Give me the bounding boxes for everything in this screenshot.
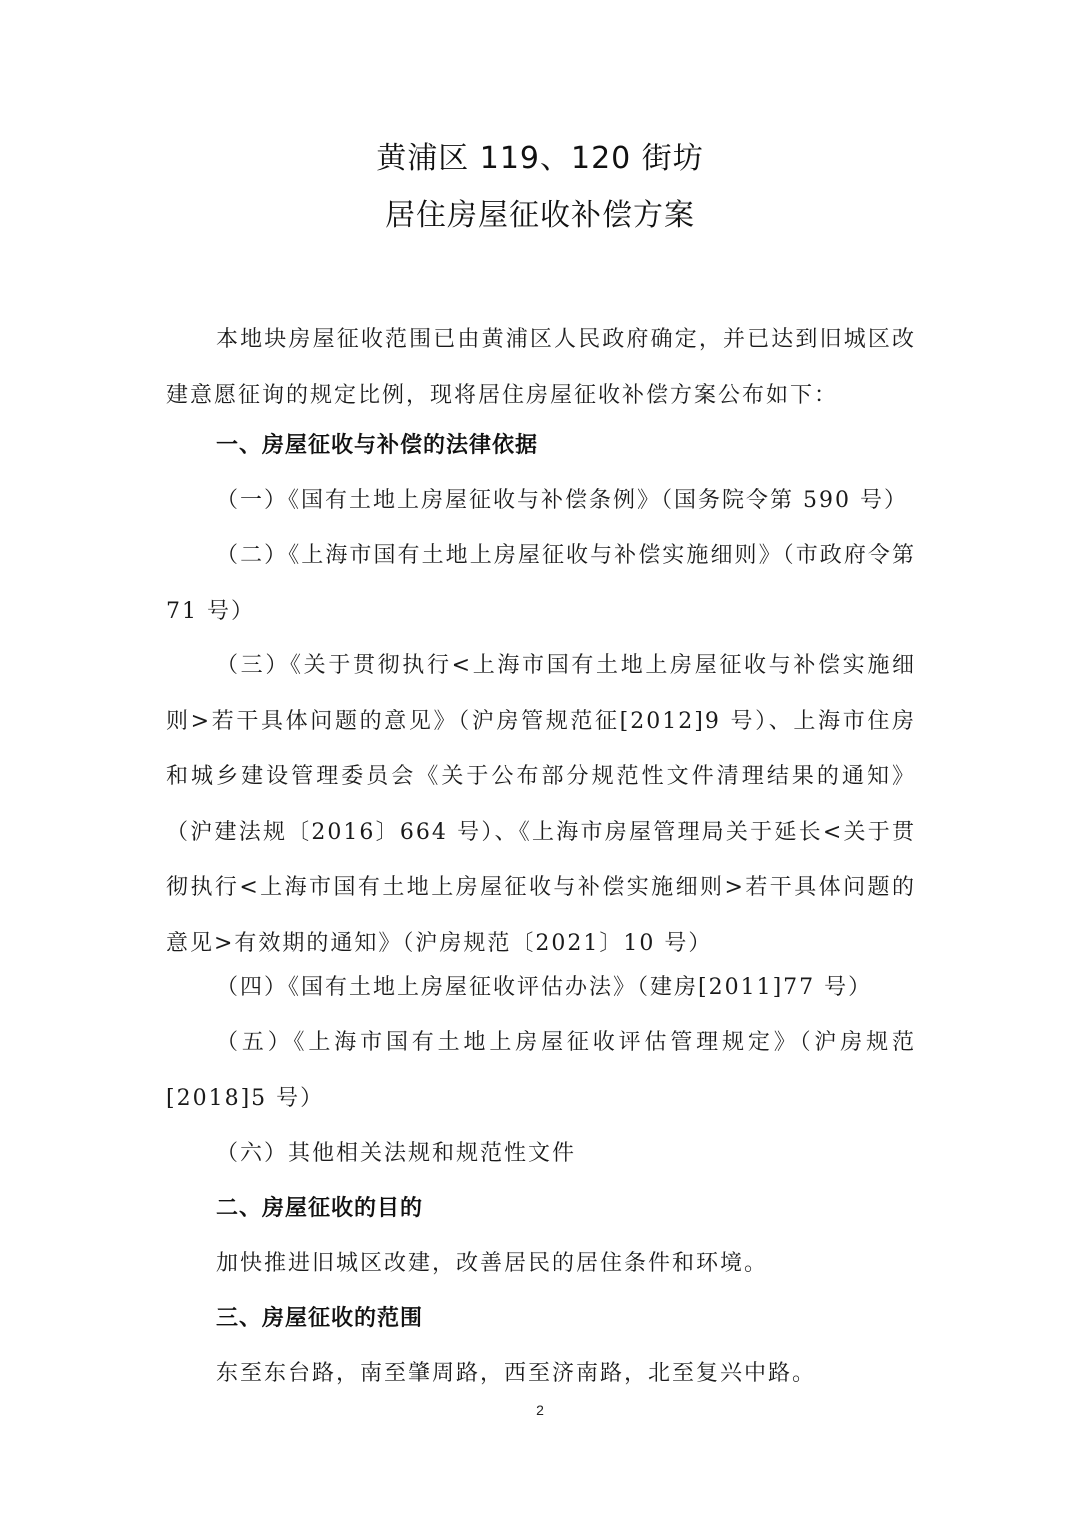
legal-basis-item-1: （一）《国有土地上房屋征收与补偿条例》（国务院令第 590 号） [216, 488, 908, 513]
page-number: 2 [536, 1402, 544, 1418]
legal-basis-item-6: （六）其他相关法规和规范性文件 [216, 1141, 577, 1166]
section-1-heading: 一、房屋征收与补偿的法律依据 [216, 433, 539, 458]
document-title-line-1: 黄浦区 119、120 街坊 [376, 141, 704, 176]
intro-paragraph: 本地块房屋征收范围已由黄浦区人民政府确定，并已达到旧城区改建意愿征询的规定比例，现将居住房屋征收补偿方案公布如下： [166, 327, 916, 408]
legal-basis-item-4: （四）《国有土地上房屋征收评估办法》（建房[2011]77 号） [216, 975, 873, 1000]
document-title-line-2: 居住房屋征收补偿方案 [385, 198, 695, 233]
legal-basis-item-5: （五）《上海市国有土地上房屋征收评估管理规定》（沪房规范[2018]5 号） [166, 1030, 916, 1111]
section-3-text: 东至东台路，南至肇周路，西至济南路，北至复兴中路。 [216, 1361, 817, 1386]
legal-basis-item-3: （三）《关于贯彻执行<上海市国有土地上房屋征收与补偿实施细则>若干具体问题的意见》（沪房管规范征[2012]9 号）、上海市住房和城乡建设管理委员会《关于公布部分规范性文件清理结果的通知》（沪建法规〔2016〕664 号）、《上海市房屋管理局关于延长<关于贯彻执行<上海市国有土地上房屋征收与补偿实施细则>若干具体问题的意见>有效期的通知》（沪房规范〔2021〕10 号） [166, 653, 916, 956]
legal-basis-item-2: （二）《上海市国有土地上房屋征收与补偿实施细则》（市政府令第 71 号） [166, 543, 916, 624]
section-2-text: 加快推进旧城区改建，改善居民的居住条件和环境。 [216, 1251, 769, 1276]
section-2-heading: 二、房屋征收的目的 [216, 1196, 424, 1221]
section-3-heading: 三、房屋征收的范围 [216, 1306, 424, 1331]
